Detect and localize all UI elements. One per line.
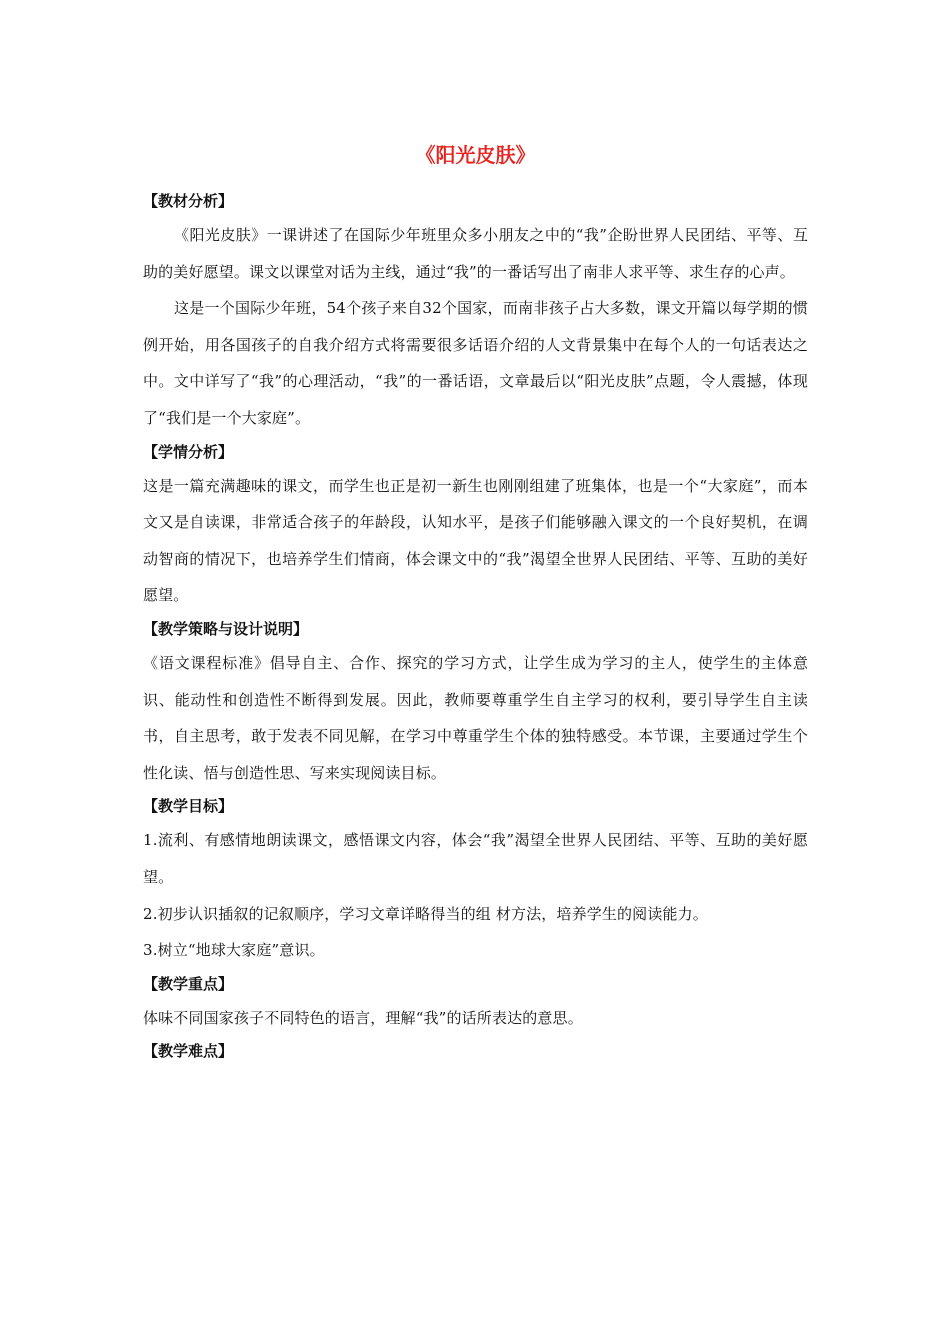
section-heading: 【教学重点】 <box>143 974 234 993</box>
section-heading: 【教学策略与设计说明】 <box>143 619 309 638</box>
section-student-analysis <box>143 437 808 614</box>
objective-item: 1.流利、有感情地朗读课文，感悟课文内容，体会“我”渴望全世界人民团结、平等、互助的美好愿望。 <box>143 831 808 886</box>
section-teaching-objectives <box>143 791 808 968</box>
section-teaching-key-points <box>143 969 808 1037</box>
section-heading: 【教学难点】 <box>143 1042 234 1061</box>
paragraph: 这是一个国际少年班，54个孩子来自32个国家，而南非孩子占大多数，课文开篇以每学期的惯例开始，用各国孩子的自我介绍方式将需要很多话语介绍的人文背景集中在每个人的一句话表达之中。文中详写了“我”的心理活动，“我”的一番话语，文章最后以“阳光皮肤”点题，令人震撼，体现了“我们是一个大家庭”。 <box>143 299 808 427</box>
paragraph: 《语文课程标准》倡导自主、合作、探究的学习方式，让学生成为学习的主人，使学生的主体意识、能动性和创造性不断得到发展。因此，教师要尊重学生自主学习的权利，要引导学生自主读书，自主思考，敢于发表不同见解，在学习中尊重学生个体的独特感受。本节课，主要通过学生个性化读、悟与创造性思、写来实现阅读目标。 <box>143 653 808 782</box>
paragraph: 《阳光皮肤》一课讲述了在国际少年班里众多小朋友之中的“我”企盼世界人民团结、平等、互助的美好愿望。课文以课堂对话为主线，通过“我”的一番话写出了南非人求平等、求生存的心声。 <box>143 226 808 281</box>
section-teaching-strategy <box>143 614 808 791</box>
objective-item: 2.初步认识插叙的记叙顺序，学习文章详略得当的组 材方法，培养学生的阅读能力。 <box>143 904 708 923</box>
section-heading: 【学情分析】 <box>143 442 234 461</box>
document-title: 《阳光皮肤》 <box>415 143 536 167</box>
paragraph: 体味不同国家孩子不同特色的语言，理解“我”的话所表达的意思。 <box>143 1008 583 1027</box>
document-body <box>143 186 808 1067</box>
section-teaching-difficulties <box>143 1036 808 1067</box>
section-textbook-analysis <box>143 186 808 437</box>
section-heading: 【教学目标】 <box>143 797 234 816</box>
section-heading: 【教材分析】 <box>143 192 234 210</box>
paragraph: 这是一篇充满趣味的课文，而学生也正是初一新生也刚刚组建了班集体，也是一个“大家庭”，而本文又是自读课，非常适合孩子的年龄段，认知水平，是孩子们能够融入课文的一个良好契机，在调动智商的情况下，也培养学生们情商，体会课文中的“我”渴望全世界人民团结、平等、互助的美好愿望。 <box>143 476 808 605</box>
objective-item: 3.树立“地球大家庭”意识。 <box>143 941 325 960</box>
